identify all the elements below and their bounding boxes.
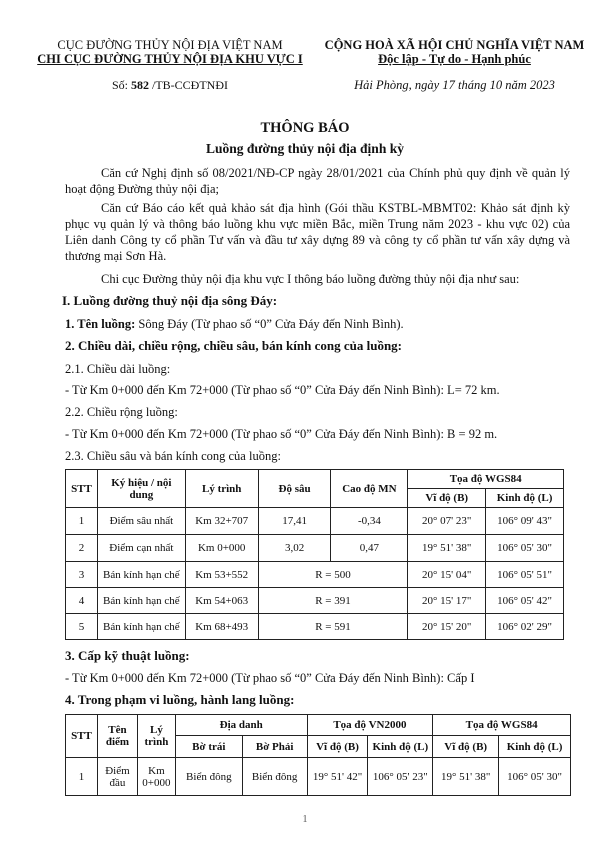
item-3-text: - Từ Km 0+000 đến Km 72+000 (Từ phao số “0” Cửa Đáy đến Ninh Bình): Cấp I	[65, 671, 475, 685]
col-elevation: Cao độ MN	[331, 470, 408, 508]
page-number: 1	[302, 814, 308, 825]
item-2-2-heading: 2.2. Chiều rộng luồng:	[65, 405, 178, 419]
cell-w-lon: 106° 05' 30"	[499, 758, 571, 796]
cell-lon: 106° 09' 43"	[486, 508, 564, 535]
col-vn-lat: Vĩ độ (B)	[307, 736, 368, 758]
cell-lat: 19° 51' 38"	[408, 535, 486, 562]
cell-stt: 1	[66, 758, 98, 796]
col-vn-lon: Kinh độ (L)	[368, 736, 433, 758]
cell-name: Bán kính hạn chế	[97, 614, 185, 640]
table-row	[66, 508, 564, 535]
document-date: Hải Phòng, ngày 17 tháng 10 năm 2023	[354, 78, 555, 92]
col-lon: Kinh độ (L)	[486, 489, 564, 508]
cell-vn-lon: 106° 05' 23"	[368, 758, 433, 796]
col-coord-wgs84: Tọa độ WGS84	[408, 470, 564, 489]
cell-elev: -0,34	[331, 508, 408, 535]
agency-name: CHI CỤC ĐƯỜNG THỦY NỘI ĐỊA KHU VỰC I	[37, 52, 303, 66]
cell-radius: R = 500	[258, 562, 408, 588]
header-right	[312, 38, 597, 92]
document-number: Số: 582 /TB-CCĐTNĐI	[111, 78, 228, 92]
item-2-1-heading: 2.1. Chiều dài luồng:	[65, 362, 171, 376]
col-w-lat: Vĩ độ (B)	[433, 736, 499, 758]
item-2-heading: 2. Chiều dài, chiều rộng, chiều sâu, bán kính cong của luồng:	[65, 338, 402, 353]
col-left-bank: Bờ trái	[175, 736, 242, 758]
cell-lat: 20° 15' 04"	[408, 562, 486, 588]
table-row	[66, 562, 564, 588]
cell-name: Điểm đầu	[97, 758, 137, 796]
cell-elev: 0,47	[331, 535, 408, 562]
item-3-heading: 3. Cấp kỹ thuật luồng:	[65, 648, 190, 663]
cell-stt: 5	[66, 614, 98, 640]
cell-name: Điểm cạn nhất	[97, 535, 185, 562]
cell-depth: 17,41	[258, 508, 331, 535]
col-depth: Độ sâu	[258, 470, 331, 508]
cell-name: Bán kính hạn chế	[97, 562, 185, 588]
cell-left-bank: Biển đông	[175, 758, 242, 796]
paragraph-1: Căn cứ Nghị định số 08/2021/NĐ-CP ngày 28/01/2021 của Chính phủ quy định về quản lý hoạt động Đường thủy nội địa;	[65, 166, 570, 196]
cell-lon: 106° 05' 30"	[486, 535, 564, 562]
cell-radius: R = 591	[258, 614, 408, 640]
depth-radius-table	[65, 469, 564, 640]
col-stt: STT	[66, 470, 98, 508]
cell-stt: 3	[66, 562, 98, 588]
cell-km: Km 0+000	[137, 758, 175, 796]
cell-lat: 20° 07' 23"	[408, 508, 486, 535]
item-2-2-text: - Từ Km 0+000 đến Km 72+000 (Từ phao số “0” Cửa Đáy đến Ninh Bình): B = 92 m.	[65, 427, 498, 441]
cell-lon: 106° 05' 51"	[486, 562, 564, 588]
cell-stt: 2	[66, 535, 98, 562]
col-lat: Vĩ độ (B)	[408, 489, 486, 508]
section-1-heading: I. Luồng đường thuỷ nội địa sông Đáy:	[62, 293, 278, 308]
doc-title: THÔNG BÁO	[260, 120, 350, 136]
col-w-lon: Kinh độ (L)	[499, 736, 571, 758]
cell-stt: 1	[66, 508, 98, 535]
col-wgs84: Tọa độ WGS84	[433, 715, 571, 736]
agency-parent: CỤC ĐƯỜNG THỦY NỘI ĐỊA VIỆT NAM	[57, 38, 283, 52]
table-row	[66, 758, 571, 796]
table-row	[66, 614, 564, 640]
cell-w-lat: 19° 51' 38"	[433, 758, 499, 796]
cell-km: Km 54+063	[185, 588, 258, 614]
col-name: Tên điểm	[97, 715, 137, 758]
paragraph-3: Chi cục Đường thủy nội địa khu vực I thông báo luồng đường thủy nội địa như sau:	[101, 272, 520, 286]
cell-lat: 20° 15' 20"	[408, 614, 486, 640]
table-row	[66, 535, 564, 562]
cell-right-bank: Biển đông	[242, 758, 307, 796]
cell-km: Km 53+552	[185, 562, 258, 588]
corridor-table	[65, 714, 571, 796]
paragraph-2: Căn cứ Báo cáo kết quả khảo sát địa hình (Gói thầu KSTBL-MBMT02: Khảo sát định kỳ phục vụ quản lý và thông báo luồng khu vực miền Bắc, miền Trung năm 2023 - khu vực 02) của Liên danh Công ty cổ phần Tư vấn và đầu tư xây dựng 89 và công ty cổ phần tư vấn xây dựng và thương mại Sơn Hà.	[65, 201, 570, 263]
col-symbol: Ký hiệu / nội dung	[97, 470, 185, 508]
col-right-bank: Bờ Phải	[242, 736, 307, 758]
header-left	[30, 38, 310, 92]
motto: Độc lập - Tự do - Hạnh phúc	[378, 52, 531, 66]
cell-name: Điểm sâu nhất	[97, 508, 185, 535]
item-2-3-heading: 2.3. Chiều sâu và bán kính cong của luồng:	[65, 449, 281, 463]
cell-lat: 20° 15' 17"	[408, 588, 486, 614]
col-vn2000: Tọa độ VN2000	[307, 715, 433, 736]
cell-km: Km 0+000	[185, 535, 258, 562]
table-row	[66, 588, 564, 614]
country-name: CỘNG HOÀ XÃ HỘI CHỦ NGHĨA VIỆT NAM	[324, 38, 585, 52]
col-route: Lý trình	[137, 715, 175, 758]
col-place: Địa danh	[175, 715, 307, 736]
col-route: Lý trình	[185, 470, 258, 508]
cell-name: Bán kính hạn chế	[97, 588, 185, 614]
item-4-heading: 4. Trong phạm vi luồng, hành lang luồng:	[65, 692, 295, 707]
cell-km: Km 68+493	[185, 614, 258, 640]
cell-vn-lat: 19° 51' 42"	[307, 758, 368, 796]
cell-lon: 106° 02' 29"	[486, 614, 564, 640]
item-1: 1. Tên luồng: Sông Đáy (Từ phao số “0” Cửa Đáy đến Ninh Bình).	[65, 317, 404, 331]
doc-subtitle: Luồng đường thủy nội địa định kỳ	[206, 141, 404, 156]
cell-radius: R = 391	[258, 588, 408, 614]
col-stt: STT	[66, 715, 98, 758]
cell-km: Km 32+707	[185, 508, 258, 535]
cell-stt: 4	[66, 588, 98, 614]
cell-depth: 3,02	[258, 535, 331, 562]
cell-lon: 106° 05' 42"	[486, 588, 564, 614]
item-2-1-text: - Từ Km 0+000 đến Km 72+000 (Từ phao số “0” Cửa Đáy đến Ninh Bình): L= 72 km.	[65, 383, 500, 397]
